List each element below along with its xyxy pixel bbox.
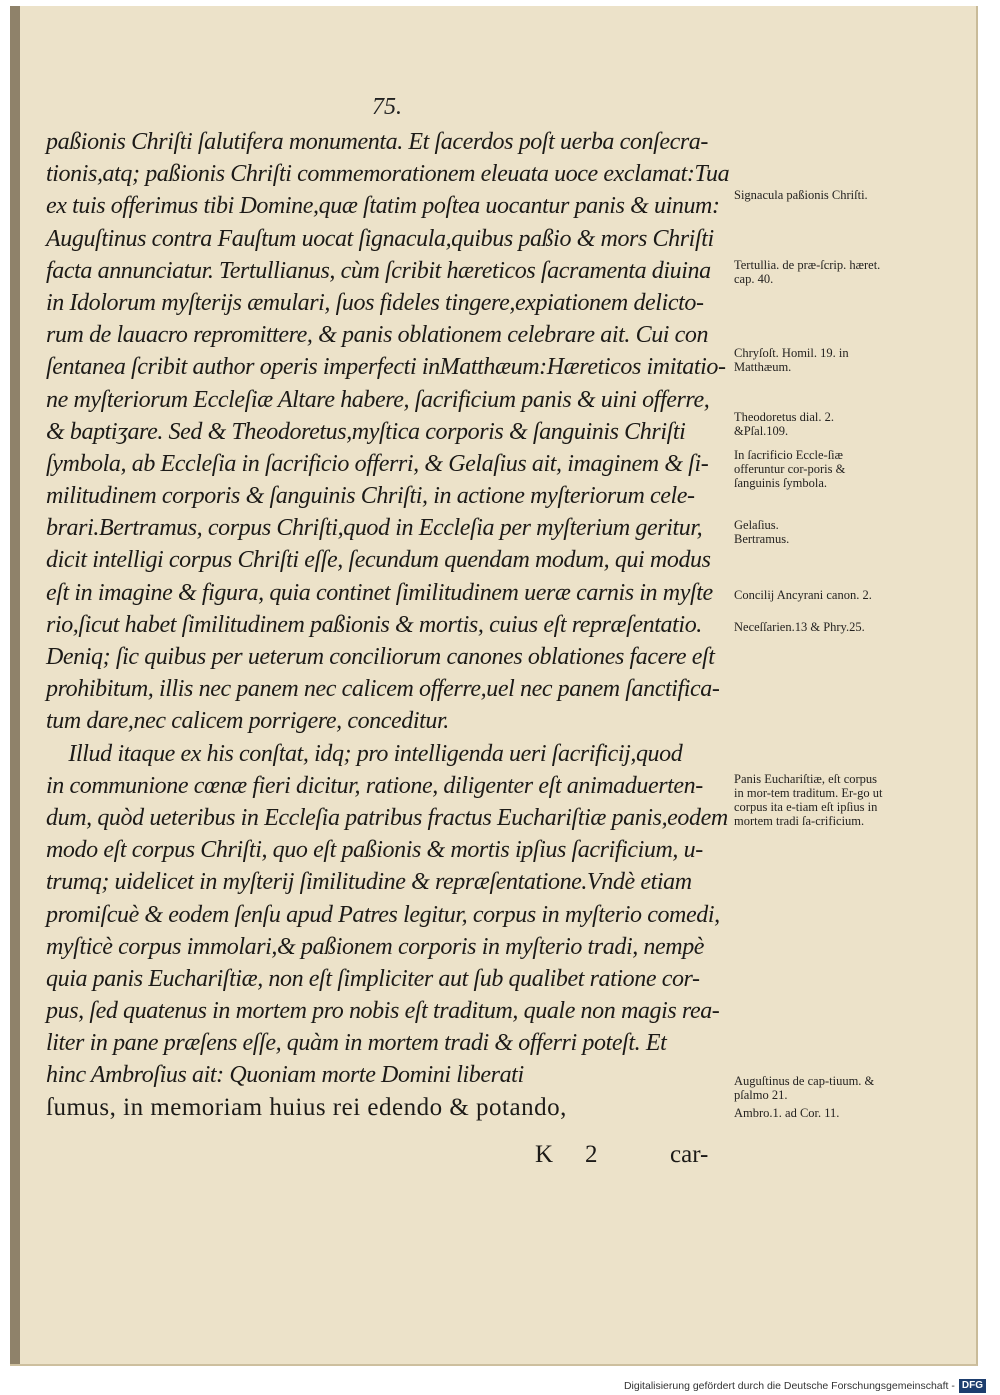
text-line: ex tuis offerimus tibi Domine,quæ ſtatim poſtea uocantur panis & uinum: <box>46 193 720 220</box>
margin-note: Concilij Ancyrani canon. 2. <box>734 588 872 602</box>
text-line: tionis,atq; paßionis Chriſti commemorationem eleuata uoce exclamat:Tua <box>46 161 730 188</box>
text-line: liter in pane præſens eſſe, quàm in mortem tradi & offerri poteſt. Et <box>46 1030 667 1057</box>
margin-note: In ſacrificio Eccle-ſiæ offeruntur cor-poris & ſanguinis ſymbola. <box>734 448 846 490</box>
text-line: tum dare,nec calicem porrigere, conceditur. <box>46 708 449 735</box>
main-text-block <box>46 126 736 1124</box>
text-line: myſticè corpus immolari,& paßionem corporis in myſterio tradi, nempè <box>46 933 705 960</box>
text-line: trumq; uidelicet in myſterij ſimilitudine & repræſentatione.Vndè etiam <box>46 869 692 896</box>
text-line: hinc Ambroſius ait: Quoniam morte Domini liberati <box>46 1062 524 1089</box>
margin-note: Bertramus. <box>734 532 790 546</box>
text-line: brari.Bertramus, corpus Chriſti,quod in Eccleſia per myſterium geritur, <box>46 515 703 542</box>
text-line: dicit intelligi corpus Chriſti eſſe, ſecundum quendam modum, qui modus <box>46 547 711 574</box>
text-line: modo eſt corpus Chriſti, quo eſt paßionis & mortis ipſius ſacrificium, u- <box>46 837 703 864</box>
margin-note: Chryſoſt. Homil. 19. in Matthæum. <box>734 346 849 374</box>
text-line: in Idolorum myſterijs æmulari, ſuos fideles tingere,expiationem delicto- <box>46 289 704 316</box>
signature-number: 2 <box>585 1141 598 1168</box>
text-line: ne myſteriorum Eccleſiæ Altare habere, ſacrificium panis & uini offerre, <box>46 386 710 413</box>
text-line: facta annunciatur. Tertullianus, cùm ſcribit hæreticos ſacramenta diuina <box>46 257 711 284</box>
text-line: eſt in imagine & figura, quia continet ſimilitudinem ueræ carnis in myſte <box>46 579 713 606</box>
text-line: in communione cœnæ fieri dicitur, ratione, diligenter eſt animaduerten- <box>46 772 703 799</box>
footer-text: Digitalisierung gefördert durch die Deutsche Forschungsgemeinschaft - <box>623 1380 955 1392</box>
margin-note: Theodoretus dial. 2. &Pſal.109. <box>734 410 834 438</box>
catchword: car- <box>670 1141 709 1168</box>
text-line: ſymbola, ab Eccleſia in ſacrificio offerri, & Gelaſius ait, imaginem & ſi- <box>46 450 709 477</box>
text-line: rio,ſicut habet ſimilitudinem paßionis & mortis, cuius eſt repræſentatio. <box>46 611 702 638</box>
text-line: militudinem corporis & ſanguinis Chriſti, in actione myſteriorum cele- <box>46 483 695 510</box>
margin-note: Ambro.1. ad Cor. 11. <box>734 1106 840 1120</box>
book-page <box>10 6 978 1366</box>
margin-note: Tertullia. de præ-ſcrip. hæret. cap. 40. <box>734 258 881 286</box>
text-line: paßionis Chriſti ſalutifera monumenta. Et ſacerdos poſt uerba conſecra- <box>46 129 708 155</box>
margin-note: Auguſtinus de cap-tiuum. & pſalmo 21. <box>734 1074 875 1102</box>
text-line: Auguſtinus contra Fauſtum uocat ſignacula,quibus paßio & mors Chriſti <box>46 225 714 252</box>
margin-note: Panis Euchariſtiæ, eſt corpus in mor-tem traditum. Er-go ut corpus ita e-tiam eſt ipſius in mortem tradi ſa-crificium. <box>734 772 883 828</box>
page-gutter <box>10 6 20 1364</box>
text-line: quia panis Euchariſtiæ, non eſt ſimpliciter aut ſub qualibet ratione cor- <box>46 965 700 992</box>
dfg-logo: DFG <box>959 1379 986 1393</box>
digitization-footer <box>624 1379 986 1393</box>
margin-note: Gelaſius. <box>734 518 779 532</box>
text-line: Deniq; ſic quibus per ueterum conciliorum canones oblationes facere eſt <box>46 644 715 670</box>
text-line: prohibitum, illis nec panem nec calicem offerre,uel nec panem ſanctifica- <box>46 676 720 703</box>
signature-mark: K <box>535 1141 554 1168</box>
text-line: dum, quòd ueteribus in Eccleſia patribus fractus Euchariſtiæ panis,eodem <box>46 804 728 831</box>
text-line: & baptiʒare. Sed & Theodoretus,myſtica corporis & ſanguinis Chriſti <box>46 418 686 445</box>
text-line: ſentanea ſcribit author operis imperfecti inMatthæum:Hæreticos imitatio- <box>46 354 726 381</box>
text-line: ſumus, in memoriam huius rei edendo & potando, <box>46 1093 567 1121</box>
text-line: pus, ſed quatenus in mortem pro nobis eſt traditum, quale non magis rea- <box>46 998 720 1025</box>
margin-note: Neceſſarien.13 & Phry.25. <box>734 620 865 634</box>
text-line: Illud itaque ex his conſtat, idq; pro intelligenda ueri ſacrificij,quod <box>46 740 683 767</box>
margin-note: Signacula paßionis Chriſti. <box>734 188 868 202</box>
text-line: rum de lauacro repromittere, & panis oblationem celebrare ait. Cui con <box>46 322 709 349</box>
text-line: promiſcuè & eodem ſenſu apud Patres legitur, corpus in myſterio comedi, <box>46 901 720 928</box>
page-number: 75. <box>372 94 402 120</box>
